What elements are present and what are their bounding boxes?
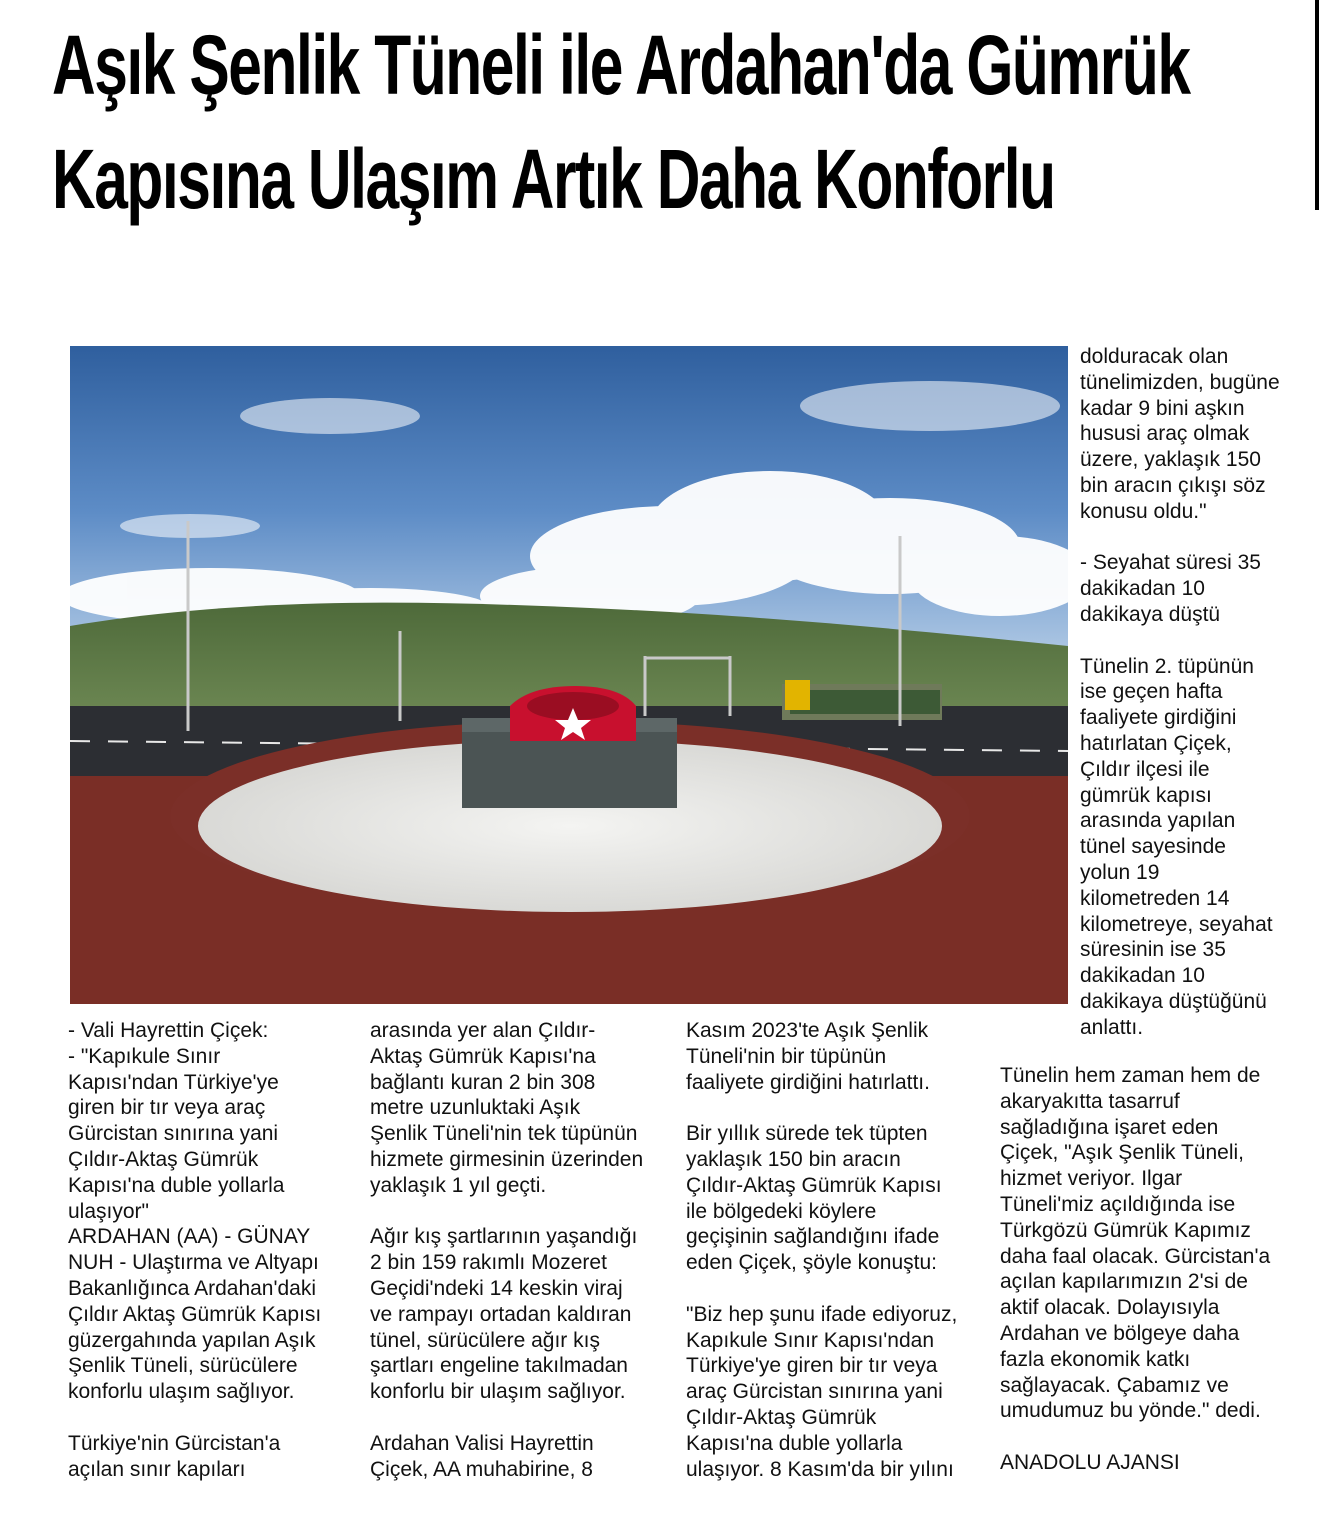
- right-column-paragraph-3: Tünelin 2. tüpünün ise geçen hafta faaliyete girdiğini hatırlatan Çiçek, Çıldır ilçesi ile gümrük kapısı arasında yapılan tünel sayesinde yolun 19 kilometreden 14 kilometreye, seyahat süresinin ise 35 dakikadan 10 dakikaya düştüğünü anlattı.: [1080, 654, 1273, 1039]
- right-column-paragraph-2: - Seyahat süresi 35 dakikadan 10 dakikaya düştü: [1080, 551, 1261, 626]
- column-3: [686, 1018, 986, 1482]
- column-3-paragraph-1: Kasım 2023'te Aşık Şenlik Tüneli'nin bir tüpünün faaliyete girdiğini hatırlattı.: [686, 1019, 930, 1094]
- column-2-paragraph-1: arasında yer alan Çıldır- Aktaş Gümrük Kapısı'na bağlantı kuran 2 bin 308 metre uzunluktaki Aşık Şenlik Tüneli'nin tek tüpünün hizmete girmesinin üzerinden yaklaşık 1 yıl geçti.: [370, 1019, 644, 1197]
- column-4-paragraph-1: Tünelin hem zaman hem de akaryakıtta tasarruf sağladığına işaret eden Çiçek, "Aşık Şenlik Tüneli, hizmet veriyor. Ilgar Tüneli'miz açıldığında ise Türkgözü Gümrük Kapımız daha faal olacak. Gürcistan'a açılan kapılarımızın 2'si de aktif olacak. Dolayısıyla Ardahan ve bölgeye daha fazla ekonomik katkı sağlayacak. Çabamız ve umudumuz bu yönde." dedi.: [1000, 1064, 1271, 1423]
- column-2: [370, 1018, 670, 1482]
- column-1-paragraph-1: - Vali Hayrettin Çiçek: - "Kapıkule Sınır Kapısı'ndan Türkiye'ye giren bir tır veya araç Gürcistan sınırına yani Çıldır-Aktaş Gümrük Kapısı'na duble yollarla ulaşıyor" ARDAHAN (AA) - GÜNAY NUH - Ulaştırma ve Altyapı Bakanlığınca Ardahan'daki Çıldır Aktaş Gümrük Kapısı güzergahında yapılan Aşık Şenlik Tüneli, sürücülere konforlu ulaşım sağlıyor.: [68, 1019, 322, 1404]
- roundabout-photo: [70, 346, 1068, 1004]
- right-column: [1080, 344, 1320, 1041]
- source-credit: ANADOLU AJANSI: [1000, 1450, 1180, 1474]
- column-1-paragraph-2: Türkiye'nin Gürcistan'a açılan sınır kapıları: [68, 1431, 281, 1481]
- column-3-paragraph-3: "Biz hep şunu ifade ediyoruz, Kapıkule Sınır Kapısı'ndan Türkiye'ye giren bir tır veya araç Gürcistan sınırına yani Çıldır-Aktaş Gümrük Kapısı'na duble yollarla ulaşıyor. 8 Kasım'da bir yılını: [686, 1302, 958, 1481]
- column-3-paragraph-2: Bir yıllık sürede tek tüpten yaklaşık 150 bin aracın Çıldır-Aktaş Gümrük Kapısı ile bölgedeki köylere geçişinin sağlandığını ifade eden Çiçek, şöyle konuştu:: [686, 1122, 942, 1275]
- headline-line-1: Aşık Şenlik Tüneli ile Ardahan'da Gümrük: [52, 18, 1190, 112]
- right-column-paragraph-1: dolduracak olan tünelimizden, bugüne kadar 9 bini aşkın hususi araç olmak üzere, yaklaşık 150 bin aracın çıkışı söz konusu oldu.": [1080, 345, 1280, 523]
- column-1: [68, 1018, 358, 1482]
- headline: [52, 8, 1317, 236]
- column-2-paragraph-2: Ağır kış şartlarının yaşandığı 2 bin 159 rakımlı Mozeret Geçidi'ndeki 14 keskin viraj ve rampayı ortadan kaldıran tünel, sürücülere ağır kış şartları engeline takılmadan konforlu bir ulaşım sağlıyor.: [370, 1225, 638, 1404]
- headline-line-2: Kapısına Ulaşım Artık Daha Konforlu: [52, 132, 1055, 226]
- column-4: [1000, 1063, 1310, 1476]
- roundabout-photo-icon: [70, 346, 1068, 1004]
- column-2-paragraph-3: Ardahan Valisi Hayrettin Çiçek, AA muhabirine, 8: [370, 1431, 594, 1481]
